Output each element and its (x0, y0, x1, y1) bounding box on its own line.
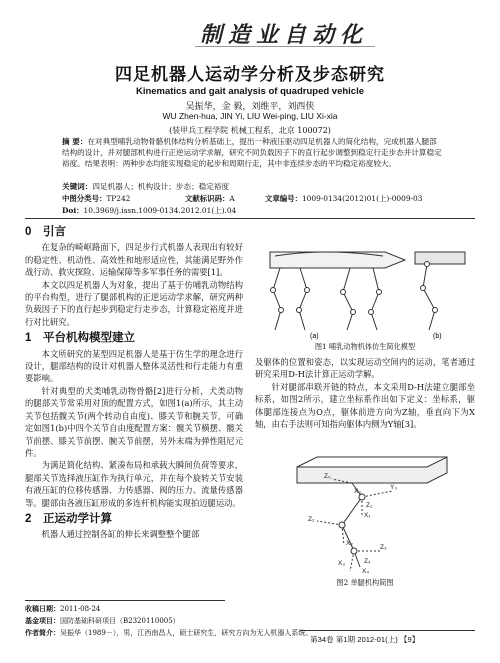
fig2-label-z3: Z₃ (380, 544, 387, 551)
doc-code-value: A (229, 194, 235, 203)
fig2-label-z2: Z₂ (308, 516, 315, 523)
section-2-paragraph-1: 机器人通过控制各缸的伸长来调整整个腿部 (41, 529, 200, 540)
fig1-label-a: (a) (310, 333, 319, 340)
fig2-label-x3: X₃ (338, 560, 345, 567)
abstract-label: 摘 要： (62, 137, 88, 146)
right-column (255, 356, 475, 430)
keywords-text: 四足机器人；机构设计；步态；稳定裕度 (92, 182, 230, 191)
fig1b-joints (421, 262, 438, 313)
keywords-label: 关键词： (62, 182, 93, 191)
masthead-underline (195, 46, 375, 47)
fig1a-leg-3 (343, 268, 353, 330)
fig1b-body-block (415, 252, 465, 264)
fig1a-leg-1 (273, 268, 281, 330)
fig2-label-x0: X₀ (354, 488, 362, 495)
paper-title-cn: 四足机器人运动学分析及步态研究 (115, 65, 385, 85)
document-code (185, 193, 235, 204)
footnote-author-label: 作者简介： (25, 628, 60, 637)
fig2-link-2 (342, 497, 362, 525)
affiliation: (装甲兵工程学院 机械工程系，北京 100072) (169, 126, 331, 135)
doi (62, 205, 236, 216)
right-paragraph-1: 及躯体的位置和姿态，以实现运动空间内的运动，笔者通过研究采用D-H法计算正运动学解。 (255, 357, 475, 380)
fig2-label-z4: Z₄ (364, 558, 371, 565)
fig2-label-z1: Z₁ (366, 502, 373, 509)
fig2-body-top (297, 457, 447, 467)
article-number (265, 193, 422, 204)
abstract (62, 136, 442, 169)
abstract-text: 在对典型哺乳动物骨骼机体结构分析基础上，提出一种液压驱动四足机器人的简化结构，完成机器人腿部结构的设计，并对腿部机构进行正逆运动学求解，研究不同负载因子下的直行起步调整到稳定行走步态并计算稳定裕度。结果表明：两种步态均能实现稳定的起步和周期行走，其中非连续步态的平均稳定裕度较大。 (62, 137, 442, 168)
footnote-fund (25, 615, 325, 627)
section-2-title: 正运动学计算 (43, 512, 112, 525)
section-1-paragraph-3: 为满足简化结构、紧凑布局和承载大瞬间负荷等要求，腿部关节选择液压缸作为执行单元，并在每个旋转关节安装有液压缸的位移传感器、力传感器、阀的压力、流量传感器等。腿部由各液压缸形成的多连杆机构能实现拍迈腿运动。 (25, 460, 243, 508)
section-1-title: 平台机构模型建立 (43, 332, 135, 345)
section-0-title: 引言 (43, 226, 66, 238)
fig1a-leg-4 (371, 268, 379, 330)
fig2-label-x2: X₂ (346, 540, 353, 547)
footnote-received (25, 603, 325, 615)
fig2-label-x1: X₁ (364, 512, 371, 519)
footnote-rule (25, 600, 225, 601)
section-1-paragraph-2: 针对典型的犬类哺乳动物骨骼[2]进行分析，犬类动物的腿部关节常采用对顶的配置方式，如图1(a)所示，其主动关节包括髋关节(两个转动自由度)、膝关节和腕关节，可确定如图1(b)中四个关节自由度配置方案：髋关节横摆、髋关节前摆、膝关节前摆、腕关节前摆，另外末端为弹性阻尼元件。 (25, 385, 243, 458)
footnote-received-label: 收稿日期： (25, 604, 60, 613)
paper-title-en: Kinematics and gait analysis of quadruped vehicle (135, 86, 365, 97)
section-1-heading (25, 332, 243, 344)
intro-paragraph-1: 在复杂的崎岖路面下，四足步行式机器人表现出有较好的稳定性、机动性、高效性和地形适应性，其能满足野外作战行动、救灾探险、运输保障等多军事任务的需要[1]。 (25, 242, 243, 278)
footnote-received-value: 2011-08-24 (60, 605, 101, 613)
clc-label: 中图分类号： (62, 194, 107, 203)
fig2-body-box (297, 457, 447, 483)
section-1-paragraph-1: 本文所研究的某型四足机器人是基于仿生学的理念进行设计，腿部结构的设计对机器人整体灵活性和行走能力有重要影响。 (25, 348, 243, 384)
doi-value: 10.3969/j.issn.1009-0134.2012.01(上).04 (83, 206, 237, 215)
figure-1-caption: 图1 哺乳动物机体仿生简化模型 (314, 342, 416, 351)
authors-en: WU Zhen-hua, JIN Yi, LIU Wei-ping, LIU Xi-xia (162, 111, 338, 121)
figure-2-single-leg-diagram (262, 455, 472, 575)
article-no-label: 文章编号： (265, 194, 302, 203)
doi-label: Doi： (62, 206, 84, 215)
clc-value: TP242 (106, 194, 131, 203)
keywords (62, 181, 442, 192)
section-0-heading (25, 226, 243, 238)
footnote-fund-label: 基金项目： (25, 616, 60, 625)
authors-cn: 吴振华，金 毅，刘维平，刘西侠 (185, 102, 315, 112)
figure-2-caption: 图2 单腿机构简图 (336, 578, 394, 587)
article-no-value: 1009-0134(2012)01(上)-0009-03 (301, 194, 423, 203)
intro-paragraph-2: 本文以四足机器人为对象，提出了基于仿哺乳动物结构的平台构型，进行了腿部机构的正逆运动学求解，研究两种负载因子下的直行起步到稳定行走步态，计算稳定裕度并进行对比研究。 (25, 279, 243, 327)
section-2-heading (25, 513, 243, 525)
fig1a-joints (271, 288, 382, 315)
fig2-label-z0: Z₀ (324, 473, 331, 480)
footnote-author (25, 627, 325, 639)
footnote-author-value: 吴振华（1989－），男，江西南昌人，硕士研究生，研究方向为无人机器人系统。 (60, 629, 313, 637)
doc-code-label: 文献标识码： (185, 194, 230, 203)
section-0-number: 0 (25, 226, 32, 238)
right-paragraph-2: 针对腿部串联开链的特点，本文采用D-H法建立腿部坐标系，如图2所示，建立坐标系作出如下定义：坐标系，躯体腿部连接点为O点，躯体前进方向为Z轴，垂直向下为X轴，由右手法则可知指向躯体内侧为Y轴[3]。 (255, 381, 475, 430)
header-rule (25, 218, 475, 219)
footnote-fund-value: 国防基础科研项目（B2320110005） (60, 617, 180, 625)
left-column (25, 226, 243, 541)
footnote (25, 603, 325, 639)
figure-1-quadruped-model (255, 222, 475, 340)
fig2-label-x4: X₄ (362, 568, 369, 575)
fig1b-leg (423, 264, 435, 330)
fig1-label-b: (b) (433, 333, 442, 340)
fig1a-leg-2 (299, 268, 307, 330)
clc-number (62, 193, 130, 204)
page-footer: 第34卷 第1期 2012-01(上) 【9】 (310, 635, 420, 644)
journal-masthead: 制造业自动化 (200, 23, 369, 48)
footer-rule (300, 630, 475, 631)
section-2-number: 2 (25, 512, 32, 525)
section-1-number: 1 (25, 332, 32, 345)
fig2-label-y0: Y₀ (390, 484, 398, 491)
